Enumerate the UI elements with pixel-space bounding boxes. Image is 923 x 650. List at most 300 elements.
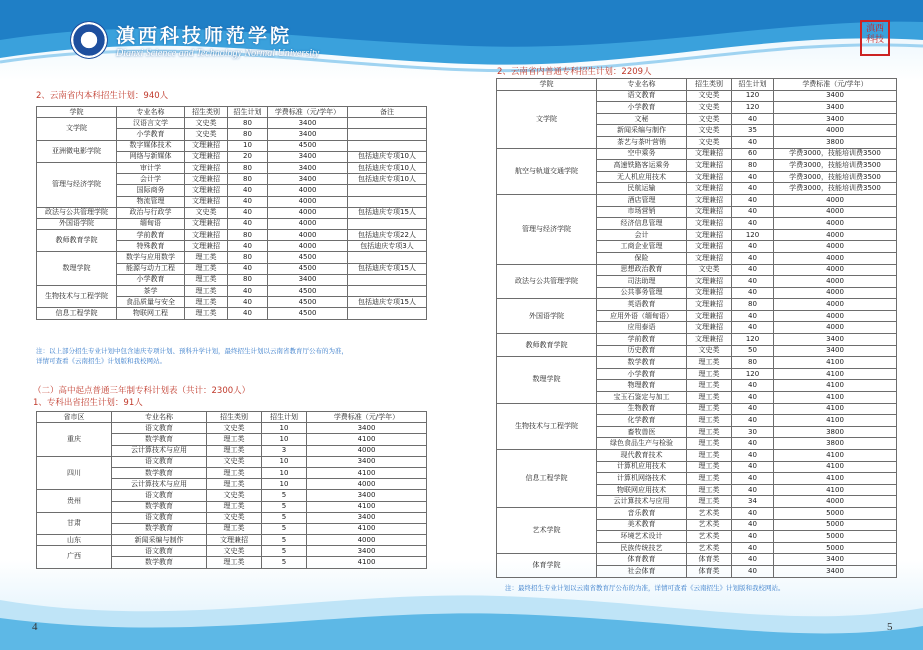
table-cell: 数学教育	[112, 501, 207, 512]
table-cell: 40	[732, 484, 774, 496]
table-cell: 民族传统技艺	[597, 542, 687, 554]
table-cell: 文理兼招	[687, 276, 732, 288]
table-cell: 文理兼招	[185, 162, 228, 173]
table-cell: 120	[732, 102, 774, 114]
table-cell: 80	[228, 129, 268, 140]
table-cell: 计算机网络技术	[597, 473, 687, 485]
table-cell: 数学与应用数学	[117, 252, 185, 263]
table-cell: 4000	[774, 229, 897, 241]
page-number-right: 5	[887, 621, 893, 633]
table-cell: 理工类	[185, 274, 228, 285]
section3-title: 2、云南省内普通专科招生计划：2209人	[497, 67, 652, 77]
table-cell: 云计算技术与应用	[112, 445, 207, 456]
table-cell: 40	[732, 380, 774, 392]
table-cell: 国际商务	[117, 185, 185, 196]
table-cell: 物理教育	[597, 380, 687, 392]
table-cell: 4000	[774, 310, 897, 322]
table-row	[37, 286, 427, 297]
table-cell: 40	[228, 308, 268, 319]
table-cell: 40	[732, 194, 774, 206]
table-cell	[348, 118, 427, 129]
column-header: 省市区	[37, 412, 112, 423]
table-cell: 现代教育技术	[597, 450, 687, 462]
table-cell: 政治与行政学	[117, 207, 185, 218]
table-cell: 理工类	[687, 496, 732, 508]
table-cell: 特殊教育	[117, 241, 185, 252]
table-cell: 小学教育	[597, 102, 687, 114]
table-cell	[348, 185, 427, 196]
seal-stamp: 滇西科技	[860, 20, 890, 56]
table-cell: 40	[732, 183, 774, 195]
table-cell: 文史类	[207, 546, 262, 557]
table-cell: 40	[732, 403, 774, 415]
table-cell: 3400	[774, 334, 897, 346]
table-cell: 茶艺与茶叶营销	[597, 136, 687, 148]
table-cell: 公共事务管理	[597, 287, 687, 299]
table-cell: 10	[262, 423, 307, 434]
table-cell: 3400	[268, 151, 348, 162]
table-cell: 5000	[774, 507, 897, 519]
group-cell: 文学院	[37, 118, 117, 140]
table-cell: 3800	[774, 136, 897, 148]
table-cell: 4000	[268, 185, 348, 196]
table-cell: 会计学	[117, 174, 185, 185]
table-cell: 3400	[268, 162, 348, 173]
group-cell: 山东	[37, 535, 112, 546]
table-cell: 60	[732, 148, 774, 160]
table-row	[37, 546, 427, 557]
table-row	[37, 423, 427, 434]
table-cell: 语文教育	[112, 490, 207, 501]
table-cell: 学费3000，技能培训费3500	[774, 148, 897, 160]
table-cell	[348, 218, 427, 229]
table-cell: 40	[732, 473, 774, 485]
table-cell: 语文教育	[112, 456, 207, 467]
table-cell: 理工类	[687, 438, 732, 450]
table-cell: 新闻采编与制作	[112, 535, 207, 546]
table-cell: 3400	[307, 512, 427, 523]
table-cell: 艺术类	[687, 542, 732, 554]
table-cell: 40	[228, 263, 268, 274]
table-cell: 80	[228, 174, 268, 185]
table-cell: 文史类	[687, 136, 732, 148]
group-cell: 重庆	[37, 423, 112, 457]
table-cell: 4100	[774, 450, 897, 462]
table-cell: 120	[732, 368, 774, 380]
table-cell: 4000	[774, 496, 897, 508]
table-cell: 80	[228, 118, 268, 129]
table-cell: 数学教育	[597, 357, 687, 369]
table-cell: 汉语言文学	[117, 118, 185, 129]
table-cell: 4100	[774, 403, 897, 415]
table-cell: 3400	[307, 456, 427, 467]
table-cell: 历史教育	[597, 345, 687, 357]
table3-note: 注：最终招生专业计划以云南省教育厅公布的为准，详情可查看《云南招生》计划版和我校网站。	[505, 584, 785, 592]
table-cell: 40	[732, 218, 774, 230]
table-cell	[348, 129, 427, 140]
table-cell: 文史类	[185, 129, 228, 140]
table-cell: 文理兼招	[185, 230, 228, 241]
table-cell: 文史类	[207, 512, 262, 523]
table-cell: 新闻采编与制作	[597, 125, 687, 137]
table-cell: 40	[732, 531, 774, 543]
column-header: 招生计划	[228, 107, 268, 118]
college-logo	[70, 21, 108, 59]
table-cell: 5000	[774, 519, 897, 531]
table-cell: 4000	[307, 479, 427, 490]
table-cell: 高速铁路客运乘务	[597, 160, 687, 172]
table-cell: 体育教育	[597, 554, 687, 566]
table-cell: 理工类	[207, 445, 262, 456]
table-cell: 5	[262, 501, 307, 512]
table-cell: 理工类	[185, 263, 228, 274]
table-cell: 4100	[774, 357, 897, 369]
table-cell: 物流管理	[117, 196, 185, 207]
table-cell: 文史类	[687, 90, 732, 102]
table-cell: 缅甸语	[117, 218, 185, 229]
table-cell: 5000	[774, 531, 897, 543]
table-cell: 学费3000，技能培训费3500	[774, 183, 897, 195]
table-cell: 40	[732, 322, 774, 334]
table-cell: 理工类	[687, 368, 732, 380]
table-cell: 语文教育	[112, 423, 207, 434]
table-cell: 4100	[774, 415, 897, 427]
table-cell	[348, 308, 427, 319]
table-row	[37, 535, 427, 546]
table-row	[497, 334, 897, 346]
table-cell: 40	[732, 276, 774, 288]
table-cell: 文史类	[687, 345, 732, 357]
column-header: 招生类别	[185, 107, 228, 118]
table-cell: 文理兼招	[185, 185, 228, 196]
table-row	[37, 140, 427, 151]
group-cell: 广西	[37, 546, 112, 568]
table-cell: 物联网工程	[117, 308, 185, 319]
page-header	[70, 20, 319, 60]
table-cell: 3400	[307, 490, 427, 501]
table-cell: 理工类	[687, 473, 732, 485]
table-cell: 3400	[774, 565, 897, 577]
table-row	[497, 554, 897, 566]
table-cell: 文史类	[207, 490, 262, 501]
table-row	[497, 194, 897, 206]
table-cell: 语文教育	[112, 512, 207, 523]
table-cell: 30	[732, 426, 774, 438]
table-cell: 理工类	[687, 392, 732, 404]
table-cell: 3400	[268, 118, 348, 129]
table-cell: 小学教育	[597, 368, 687, 380]
table-cell: 80	[228, 252, 268, 263]
table-cell: 宝玉石鉴定与加工	[597, 392, 687, 404]
table-cell: 4100	[774, 380, 897, 392]
table-cell: 80	[732, 160, 774, 172]
table-cell: 文理兼招	[185, 218, 228, 229]
table-cell: 40	[732, 415, 774, 427]
table-cell: 10	[228, 140, 268, 151]
table-cell: 理工类	[185, 252, 228, 263]
table-cell: 数学教育	[112, 434, 207, 445]
table-cell: 4100	[307, 501, 427, 512]
table-cell: 40	[228, 185, 268, 196]
table-cell: 40	[228, 297, 268, 308]
table-cell: 40	[228, 286, 268, 297]
table-cell: 4500	[268, 297, 348, 308]
group-cell: 政法与公共管理学院	[497, 264, 597, 299]
column-header: 专业名称	[117, 107, 185, 118]
table-cell: 学费3000，技能培训费3500	[774, 160, 897, 172]
table-cell: 学前教育	[597, 334, 687, 346]
table-cell: 40	[732, 450, 774, 462]
table-cell: 茶学	[117, 286, 185, 297]
table-cell: 数学教育	[112, 557, 207, 568]
table-row	[37, 230, 427, 241]
table-cell: 文理兼招	[687, 322, 732, 334]
table-cell: 40	[732, 206, 774, 218]
table-row	[497, 403, 897, 415]
table-cell: 学前教育	[117, 230, 185, 241]
table-cell: 化学教育	[597, 415, 687, 427]
table-cell: 4000	[774, 287, 897, 299]
table-cell: 文理兼招	[687, 299, 732, 311]
table-cell: 4000	[774, 276, 897, 288]
table-cell: 3400	[774, 102, 897, 114]
table-cell: 文史类	[687, 125, 732, 137]
table-cell: 40	[732, 310, 774, 322]
table-cell: 包括迪庆专项10人	[348, 151, 427, 162]
table-cell: 4100	[307, 467, 427, 478]
table-cell: 4100	[774, 484, 897, 496]
column-header: 备注	[348, 107, 427, 118]
table-cell: 理工类	[687, 426, 732, 438]
table-cell: 4000	[774, 241, 897, 253]
group-cell: 管理与经济学院	[37, 162, 117, 207]
column-header: 学费标准（元/学年）	[307, 412, 427, 423]
table-cell: 文秘	[597, 113, 687, 125]
table-cell: 35	[732, 125, 774, 137]
table-cell: 理工类	[207, 467, 262, 478]
table-cell: 4000	[268, 218, 348, 229]
table-cell: 空中乘务	[597, 148, 687, 160]
table-cell: 保险	[597, 252, 687, 264]
table-cell: 40	[732, 113, 774, 125]
table-cell: 10	[262, 479, 307, 490]
table-cell: 4100	[307, 557, 427, 568]
table-cell: 理工类	[687, 484, 732, 496]
table-cell: 理工类	[687, 450, 732, 462]
table-cell: 食品质量与安全	[117, 297, 185, 308]
table-cell: 畜牧兽医	[597, 426, 687, 438]
table-cell: 5	[262, 523, 307, 534]
group-cell: 四川	[37, 456, 112, 490]
table-cell: 语文教育	[112, 546, 207, 557]
table-cell: 4100	[307, 523, 427, 534]
table-cell: 3400	[307, 546, 427, 557]
table-cell: 40	[228, 241, 268, 252]
column-header: 专业名称	[597, 79, 687, 91]
table-cell: 经济信息管理	[597, 218, 687, 230]
table-cell: 10	[262, 456, 307, 467]
table-cell: 3400	[774, 554, 897, 566]
table-cell: 艺术类	[687, 519, 732, 531]
table-cell: 文理兼招	[687, 241, 732, 253]
table-cell: 文理兼招	[687, 334, 732, 346]
table-cell: 4500	[268, 140, 348, 151]
table-row	[37, 207, 427, 218]
table-cell: 40	[732, 565, 774, 577]
group-cell: 生物技术与工程学院	[497, 403, 597, 449]
table-cell: 4000	[268, 241, 348, 252]
table-cell: 文理兼招	[185, 241, 228, 252]
table1-note-line1: 注：以上部分招生专业计划中包含迪庆专项计划、预科升学计划，最终招生计划以云南省教育厅公布的为准，	[36, 347, 348, 355]
table-cell: 4500	[268, 286, 348, 297]
table-cell: 包括迪庆专项15人	[348, 263, 427, 274]
table-cell: 包括迪庆专项15人	[348, 207, 427, 218]
group-cell: 数理学院	[37, 252, 117, 286]
table-cell	[348, 274, 427, 285]
column-header: 学院	[497, 79, 597, 91]
table-cell: 4000	[268, 207, 348, 218]
table-cell: 80	[732, 299, 774, 311]
table-cell: 50	[732, 345, 774, 357]
table-cell: 4000	[774, 322, 897, 334]
table-cell: 包括迪庆专项10人	[348, 174, 427, 185]
table-cell: 包括迪庆专项22人	[348, 230, 427, 241]
table-cell: 学费3000，技能培训费3500	[774, 171, 897, 183]
table-cell: 文理兼招	[687, 160, 732, 172]
table-cell: 理工类	[687, 403, 732, 415]
table-row	[497, 507, 897, 519]
table-cell: 4000	[307, 445, 427, 456]
table-cell: 文理兼招	[687, 183, 732, 195]
out-of-province-plan-table	[36, 411, 427, 569]
table-cell: 市场营销	[597, 206, 687, 218]
table-cell: 文理兼招	[687, 171, 732, 183]
table-cell	[348, 286, 427, 297]
table-cell: 40	[732, 519, 774, 531]
table-cell: 理工类	[185, 308, 228, 319]
table-cell: 小学教育	[117, 274, 185, 285]
column-header: 招生计划	[262, 412, 307, 423]
table-cell: 小学教育	[117, 129, 185, 140]
section2-subtitle: 1、专科出省招生计划：91人	[33, 398, 143, 408]
table-cell: 4000	[268, 196, 348, 207]
table-cell: 体育类	[687, 554, 732, 566]
table-cell: 3800	[774, 426, 897, 438]
table-cell: 3400	[774, 90, 897, 102]
group-cell: 教师教育学院	[37, 230, 117, 252]
table-cell: 应用泰语	[597, 322, 687, 334]
column-header: 学费标准（元/学年）	[774, 79, 897, 91]
table-cell: 文理兼招	[687, 310, 732, 322]
table-cell: 3800	[774, 438, 897, 450]
table-cell: 文理兼招	[687, 194, 732, 206]
table-cell: 文理兼招	[185, 151, 228, 162]
table-row	[37, 456, 427, 467]
table-cell: 40	[732, 438, 774, 450]
group-cell: 信息工程学院	[37, 308, 117, 319]
table-cell: 80	[228, 274, 268, 285]
table-cell: 40	[228, 207, 268, 218]
group-cell: 艺术学院	[497, 507, 597, 553]
table-cell: 工商企业管理	[597, 241, 687, 253]
table-cell: 40	[732, 241, 774, 253]
table-cell	[348, 140, 427, 151]
table-cell: 云计算技术与应用	[597, 496, 687, 508]
table-cell: 3400	[774, 345, 897, 357]
table-cell: 网络与新媒体	[117, 151, 185, 162]
table-cell: 3400	[774, 113, 897, 125]
table-cell: 4000	[774, 299, 897, 311]
table-cell: 理工类	[207, 479, 262, 490]
table-cell: 5	[262, 557, 307, 568]
table-cell: 3	[262, 445, 307, 456]
table-cell: 3400	[268, 174, 348, 185]
table-row	[37, 512, 427, 523]
table-cell: 4500	[268, 252, 348, 263]
table-cell: 文史类	[185, 207, 228, 218]
table-cell: 80	[732, 357, 774, 369]
table-cell: 文理兼招	[687, 287, 732, 299]
section2-title: （二）高中起点普通三年制专科计划表（共计：2300人）	[33, 386, 251, 396]
table-cell: 4000	[774, 264, 897, 276]
table-cell: 数字媒体技术	[117, 140, 185, 151]
table-cell: 能源与动力工程	[117, 263, 185, 274]
college-name: 滇西科技师范学院	[116, 25, 293, 47]
table-cell	[348, 252, 427, 263]
table-cell: 司法助理	[597, 276, 687, 288]
table-cell: 34	[732, 496, 774, 508]
column-header: 招生类别	[207, 412, 262, 423]
table-cell: 文理兼招	[687, 229, 732, 241]
table-cell: 4000	[774, 194, 897, 206]
table-cell: 40	[732, 461, 774, 473]
table-cell: 4000	[774, 125, 897, 137]
table-cell: 10	[262, 434, 307, 445]
table-cell: 4100	[774, 392, 897, 404]
group-cell: 贵州	[37, 490, 112, 512]
table-cell: 会计	[597, 229, 687, 241]
table-cell: 理工类	[185, 286, 228, 297]
table-cell: 4100	[774, 461, 897, 473]
table-row	[497, 148, 897, 160]
table-cell: 3400	[268, 274, 348, 285]
table-cell: 文史类	[687, 264, 732, 276]
table-cell: 文理兼招	[687, 218, 732, 230]
table-cell: 理工类	[185, 297, 228, 308]
table-cell: 体育类	[687, 565, 732, 577]
table-cell: 5	[262, 535, 307, 546]
table-cell: 40	[732, 554, 774, 566]
table-cell: 40	[732, 392, 774, 404]
table-cell: 理工类	[687, 461, 732, 473]
table-cell: 理工类	[687, 380, 732, 392]
table-cell: 艺术类	[687, 507, 732, 519]
table-cell: 音乐教育	[597, 507, 687, 519]
table-cell: 3400	[307, 423, 427, 434]
table-cell: 文史类	[207, 423, 262, 434]
table-cell: 数学教育	[112, 523, 207, 534]
table1-note-line2: 详情可查看《云南招生》计划版和我校网站。	[36, 357, 166, 365]
table-cell: 文理兼招	[185, 196, 228, 207]
table-cell: 3400	[268, 129, 348, 140]
table-row	[497, 90, 897, 102]
table-cell: 80	[228, 230, 268, 241]
group-cell: 信息工程学院	[497, 450, 597, 508]
table-cell: 40	[732, 171, 774, 183]
group-cell: 教师教育学院	[497, 334, 597, 357]
table-cell: 环境艺术设计	[597, 531, 687, 543]
table-cell: 40	[732, 252, 774, 264]
